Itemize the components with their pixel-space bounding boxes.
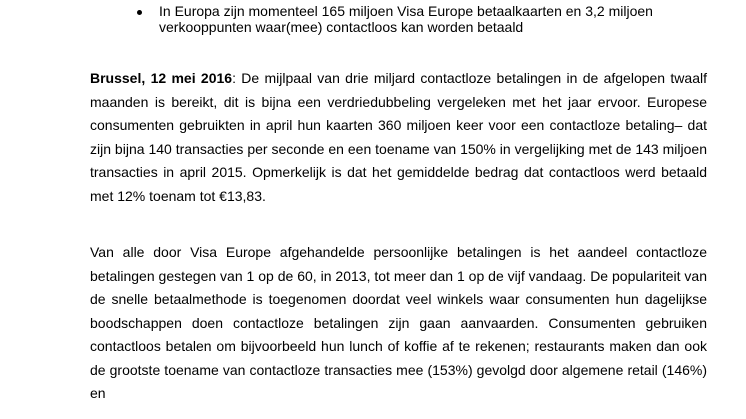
paragraph-2: Van alle door Visa Europe afgehandelde persoonlijke betalingen is het aandeel contactloze betalingen gestegen van 1 op de 60, in 2013, tot meer dan 1 op de vijf vandaag. De populariteit van de snelle betaalmethode is toegenomen doordat veel winkels waar consumenten hun dagelijkse boodschappen doen contactloze betalingen zijn gaan aanvaarden. Consumenten gebruiken contactloos betalen om bijvoorbeeld hun lunch of koffie af te rekenen; restaurants maken dan ook de grootste toename van contactloze transacties mee (153%) gevolgd door algemene retail (146%) en	[90, 244, 707, 401]
paragraph-1-text: : De mijlpaal van drie miljard contactloze betalingen in de afgelopen twaalf maanden is bereikt, dit is bijna een verdriedubbeling vergeleken met het jaar ervoor. Europese consumenten gebruikten in april hun kaarten 360 miljoen keer voor een contactloze betaling– dat zijn bijna 140 transacties per seconde en een toename van 150% in vergelijking met de 143 miljoen transacties in april 2015. Opmerkelijk is dat het gemiddelde bedrag dat contactloos werd betaald met 12% toenam tot €13,83.	[90, 70, 707, 204]
paragraph-1	[90, 67, 707, 208]
dateline: Brussel, 12 mei 2016	[90, 70, 233, 86]
bullet-item-text: In Europa zijn momenteel 165 miljoen Visa Europe betaalkaarten en 3,2 miljoen verkooppunten waar(mee) contactloos kan worden betaald	[159, 3, 653, 35]
bullet-icon	[137, 10, 142, 15]
